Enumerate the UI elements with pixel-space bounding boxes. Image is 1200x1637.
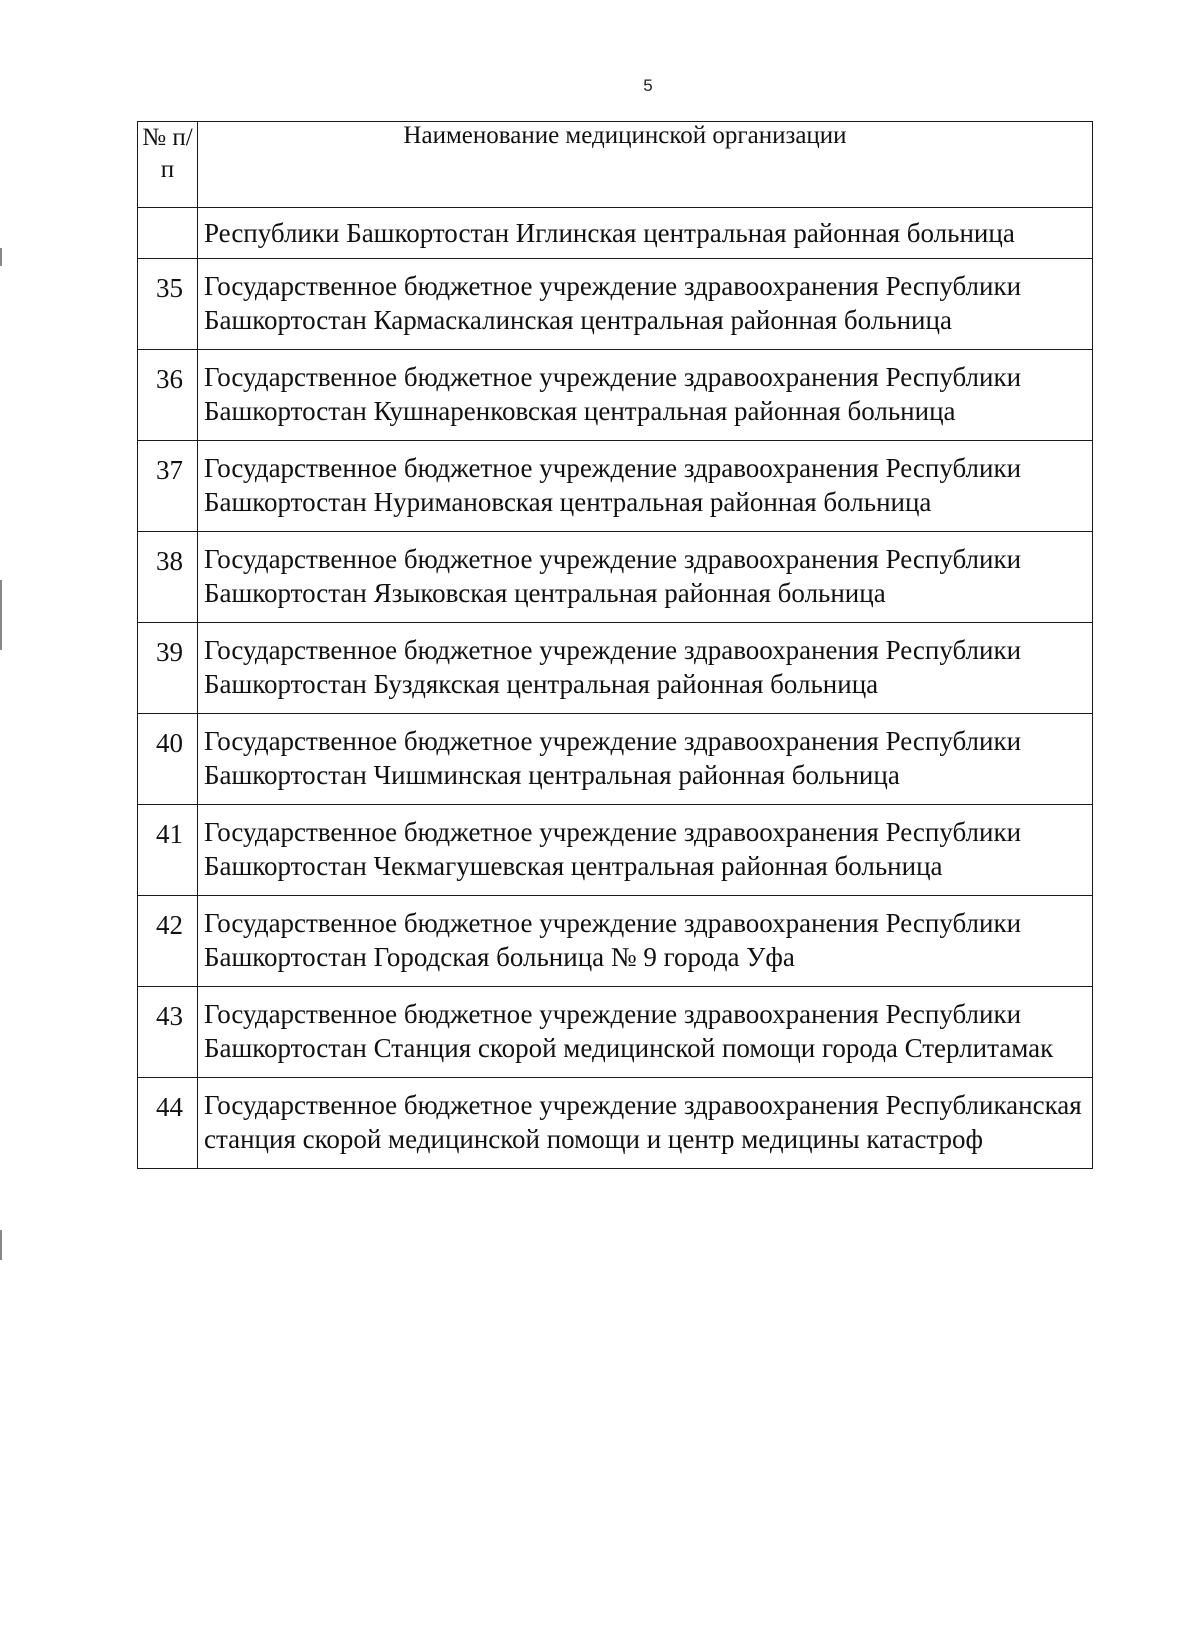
table-row [138,987,1093,1078]
table-row [138,441,1093,532]
organization-name: Государственное бюджетное учреждение здравоохранения Республики Башкортостан Станция скорой медицинской помощи города Стерлитамак [198,987,1093,1078]
table-row [138,805,1093,896]
row-number: 35 [138,259,198,350]
organization-name: Государственное бюджетное учреждение здравоохранения Республики Башкортостан Чекмагушевская центральная районная больница [198,805,1093,896]
organization-name: Государственное бюджетное учреждение здравоохранения Республики Башкортостан Нуримановская центральная районная больница [198,441,1093,532]
table-row [138,1078,1093,1169]
row-number: 42 [138,896,198,987]
row-number: 40 [138,714,198,805]
column-header-number: № п/п [138,122,198,208]
organization-name: Государственное бюджетное учреждение здравоохранения Республики Башкортостан Буздякская центральная районная больница [198,623,1093,714]
page-number: 5 [643,76,653,95]
row-number: 38 [138,532,198,623]
row-number: 44 [138,1078,198,1169]
table-row [138,896,1093,987]
row-number: 37 [138,441,198,532]
row-number: 39 [138,623,198,714]
organization-name: Государственное бюджетное учреждение здравоохранения Республики Башкортостан Чишминская центральная районная больница [198,714,1093,805]
table-row [138,532,1093,623]
table-header-row [138,122,1093,208]
table-row [138,350,1093,441]
row-number: 41 [138,805,198,896]
organization-name: Государственное бюджетное учреждение здравоохранения Республики Башкортостан Городская больница № 9 города Уфа [198,896,1093,987]
table-row [138,714,1093,805]
organization-name: Республики Башкортостан Иглинская центральная районная больница [198,208,1093,259]
scan-edge-mark [0,580,2,650]
row-number [138,208,198,259]
organization-name: Государственное бюджетное учреждение здравоохранения Республики Башкортостан Кармаскалинская центральная районная больница [198,259,1093,350]
organization-name: Государственное бюджетное учреждение здравоохранения Республиканская станция скорой медицинской помощи и центр медицины катастроф [198,1078,1093,1169]
scan-edge-mark [0,1230,2,1260]
table-row [138,259,1093,350]
organization-name: Государственное бюджетное учреждение здравоохранения Республики Башкортостан Кушнаренковская центральная районная больница [198,350,1093,441]
row-number: 36 [138,350,198,441]
row-number: 43 [138,987,198,1078]
table-row [138,623,1093,714]
scan-edge-mark [0,248,2,266]
table-row [138,208,1093,259]
column-header-name: Наименование медицинской организации [198,122,1093,208]
organization-name: Государственное бюджетное учреждение здравоохранения Республики Башкортостан Языковская центральная районная больница [198,532,1093,623]
organizations-table [137,121,1093,1169]
